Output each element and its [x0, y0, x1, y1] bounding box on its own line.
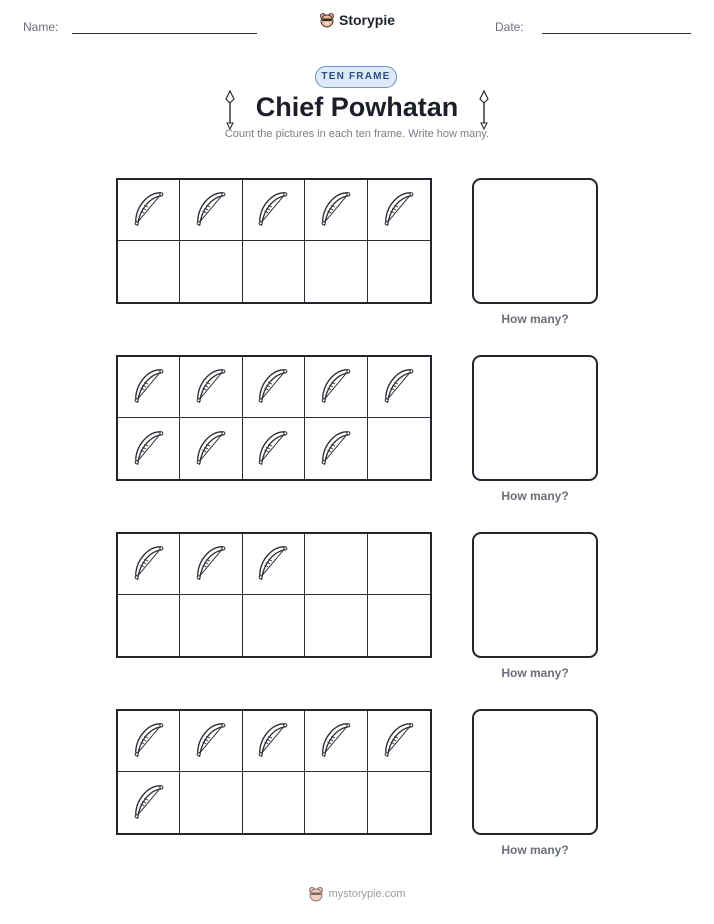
ten-frame-cell	[180, 180, 242, 241]
ten-frame-cell	[243, 180, 305, 241]
ten-frame-cell	[243, 534, 305, 595]
storypie-logo-icon	[308, 886, 324, 902]
answer-box-4[interactable]	[472, 709, 598, 835]
ten-frame-cell	[305, 241, 367, 302]
ten-frame-cell	[118, 418, 180, 479]
ten-frame-cell	[305, 357, 367, 418]
ten-frame-cell	[243, 241, 305, 302]
ten-frame-3	[116, 532, 432, 658]
bow-icon	[192, 720, 230, 762]
bow-icon	[130, 366, 168, 408]
ten-frame-cell	[243, 711, 305, 772]
ten-frame-cell	[368, 241, 430, 302]
brand-name: Storypie	[338, 12, 395, 28]
bow-icon	[254, 366, 292, 408]
ten-frame-1	[116, 178, 432, 304]
ten-frame-cell	[368, 534, 430, 595]
ten-frame-cell	[180, 711, 242, 772]
bow-icon	[317, 189, 355, 231]
ten-frame-cell	[118, 772, 180, 833]
ten-frame-cell	[243, 357, 305, 418]
ten-frame-cell	[118, 180, 180, 241]
bow-icon	[254, 543, 292, 585]
bow-icon	[130, 720, 168, 762]
ten-frame-cell	[305, 180, 367, 241]
page-title: Chief Powhatan	[255, 92, 459, 122]
ten-frame-cell	[368, 772, 430, 833]
date-label: Date:	[495, 20, 524, 34]
arrow-icon	[478, 90, 490, 130]
answer-box-1[interactable]	[472, 178, 598, 304]
bow-icon	[192, 428, 230, 470]
bow-icon	[130, 189, 168, 231]
bow-icon	[192, 189, 230, 231]
answer-box-3[interactable]	[472, 532, 598, 658]
ten-frame-cell	[118, 595, 180, 656]
bow-icon	[254, 189, 292, 231]
ten-frame-cell	[368, 595, 430, 656]
ten-frame-cell	[243, 595, 305, 656]
ten-frame-cell	[180, 534, 242, 595]
bow-icon	[254, 428, 292, 470]
ten-frame-cell	[368, 180, 430, 241]
instructions: Count the pictures in each ten frame. Write how many.	[224, 128, 490, 140]
ten-frame-cell	[180, 241, 242, 302]
ten-frame-badge: TEN FRAME	[315, 66, 397, 88]
answer-box-2[interactable]	[472, 355, 598, 481]
bow-icon	[317, 366, 355, 408]
bow-icon	[317, 428, 355, 470]
bow-icon	[380, 189, 418, 231]
bow-icon	[130, 543, 168, 585]
ten-frame-cell	[118, 241, 180, 302]
footer	[0, 886, 714, 907]
ten-frame-cell	[305, 772, 367, 833]
how-many-label: How many?	[501, 312, 569, 326]
ten-frame-cell	[118, 711, 180, 772]
how-many-label: How many?	[501, 489, 569, 503]
bow-icon	[380, 720, 418, 762]
bow-icon	[254, 720, 292, 762]
name-line[interactable]	[72, 33, 257, 34]
ten-frame-cell	[368, 418, 430, 479]
ten-frame-cell	[368, 711, 430, 772]
name-label: Name:	[23, 20, 59, 34]
ten-frame-cell	[180, 772, 242, 833]
ten-frame-cell	[180, 418, 242, 479]
ten-frame-cell	[180, 595, 242, 656]
bow-icon	[192, 366, 230, 408]
ten-frame-cell	[305, 595, 367, 656]
date-line[interactable]	[542, 33, 691, 34]
bow-icon	[130, 428, 168, 470]
ten-frame-cell	[305, 711, 367, 772]
ten-frame-cell	[243, 418, 305, 479]
ten-frame-cell	[243, 772, 305, 833]
how-many-label: How many?	[501, 666, 569, 680]
ten-frame-cell	[180, 357, 242, 418]
brand	[0, 12, 714, 33]
ten-frame-cell	[305, 534, 367, 595]
ten-frame-cell	[305, 418, 367, 479]
ten-frame-2	[116, 355, 432, 481]
bow-icon	[380, 366, 418, 408]
ten-frame-cell	[368, 357, 430, 418]
ten-frame-cell	[118, 357, 180, 418]
bow-icon	[130, 782, 168, 824]
bow-icon	[317, 720, 355, 762]
storypie-logo-icon	[319, 12, 335, 28]
bow-icon	[192, 543, 230, 585]
ten-frame-4	[116, 709, 432, 835]
ten-frame-cell	[118, 534, 180, 595]
footer-url: mystorypie.com	[328, 888, 406, 900]
how-many-label: How many?	[501, 843, 569, 857]
